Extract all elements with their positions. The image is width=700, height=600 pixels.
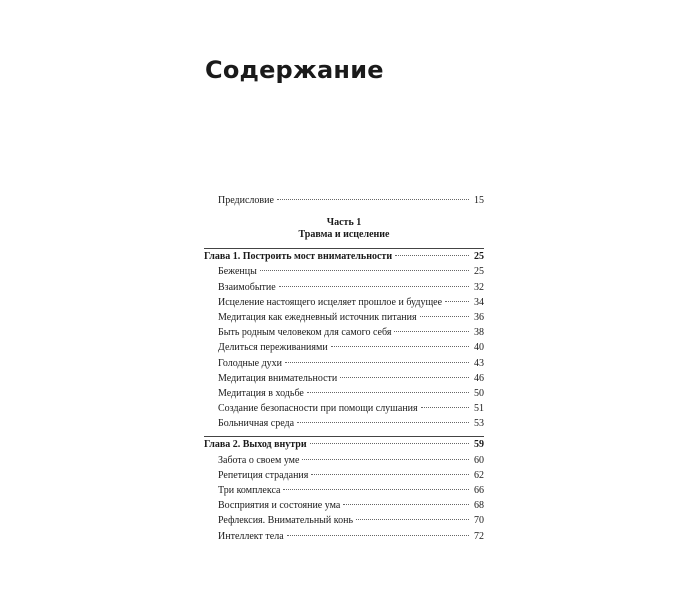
dot-leader [302, 459, 469, 460]
toc-page-number: 38 [474, 327, 484, 339]
toc-entry[interactable] [204, 264, 484, 279]
toc-entry-preface[interactable] [204, 193, 484, 208]
toc-entry[interactable] [204, 356, 484, 371]
dot-leader [285, 362, 469, 363]
toc-chapter-2[interactable] [204, 437, 484, 452]
dot-leader [260, 270, 469, 271]
toc-entry[interactable] [204, 498, 484, 513]
toc-page-number: 66 [474, 485, 484, 496]
toc-entry-label: Забота о своем уме [218, 454, 300, 466]
dot-leader [445, 301, 469, 302]
part-title: Травма и исцеление [298, 229, 390, 241]
dot-leader [297, 422, 469, 423]
table-of-contents [204, 193, 484, 544]
dot-leader [287, 535, 469, 536]
toc-entry-label: Три комплекса [218, 485, 281, 496]
toc-page-number: 43 [474, 357, 484, 369]
dot-leader [277, 199, 469, 200]
toc-entry-label: Делиться переживаниями [218, 342, 328, 354]
toc-page-number: 32 [474, 281, 484, 293]
dot-leader [340, 377, 469, 378]
toc-entry[interactable] [204, 340, 484, 355]
toc-entry-label: Создание безопасности при помощи слушания [218, 403, 418, 415]
toc-chapter-label: Глава 2. Выход внутри [204, 439, 307, 451]
toc-entry[interactable] [204, 483, 484, 498]
toc-entry-label: Голодные духи [218, 357, 283, 369]
toc-entry[interactable] [204, 453, 484, 468]
toc-entry-label: Взаимобытие [218, 281, 276, 293]
toc-chapter-label: Глава 1. Построить мост внимательности [204, 251, 393, 263]
page-title: Содержание [205, 56, 384, 84]
toc-entry[interactable] [204, 416, 484, 431]
toc-page-number: 34 [474, 296, 484, 308]
toc-entry-label: Медитация внимательности [218, 372, 338, 384]
toc-page-number: 40 [474, 342, 484, 354]
toc-entry-label: Медитация в ходьбе [218, 387, 304, 399]
toc-entry-label: Репетиция страдания [218, 469, 309, 481]
toc-entry-label: Восприятия и состояние ума [218, 500, 341, 512]
toc-entry[interactable] [204, 529, 484, 544]
toc-page-number: 25 [474, 266, 484, 278]
toc-page-number: 59 [474, 439, 484, 451]
toc-page-number: 51 [474, 403, 484, 415]
toc-entry[interactable] [204, 468, 484, 483]
toc-page-number: 70 [474, 515, 484, 527]
toc-entry-label: Интеллект тела [218, 530, 284, 542]
dot-leader [395, 255, 469, 256]
dot-leader [283, 489, 469, 490]
dot-leader [310, 443, 469, 444]
toc-page-number: 25 [474, 251, 484, 263]
toc-page-number: 53 [474, 418, 484, 430]
toc-page-number: 68 [474, 500, 484, 512]
toc-entry-label: Исцеление настоящего исцеляет прошлое и будущее [218, 296, 443, 308]
toc-page-number: 46 [474, 372, 484, 384]
toc-entry[interactable] [204, 513, 484, 528]
dot-leader [331, 346, 469, 347]
toc-page-number: 62 [474, 469, 484, 481]
toc-entry[interactable] [204, 295, 484, 310]
dot-leader [311, 474, 469, 475]
toc-page-number: 60 [474, 454, 484, 466]
dot-leader [420, 316, 469, 317]
dot-leader [356, 519, 469, 520]
toc-entry[interactable] [204, 310, 484, 325]
toc-entry[interactable] [204, 371, 484, 386]
toc-page-number: 50 [474, 387, 484, 399]
toc-page-number: 36 [474, 311, 484, 323]
toc-entry-label: Рефлексия. Внимательный конь [218, 515, 354, 527]
toc-entry[interactable] [204, 280, 484, 295]
dot-leader [307, 392, 469, 393]
dot-leader [279, 286, 469, 287]
part-number: Часть 1 [326, 217, 362, 229]
toc-entry[interactable] [204, 325, 484, 340]
toc-page-number: 15 [474, 195, 484, 206]
toc-entry-label: Беженцы [218, 266, 257, 278]
dot-leader [343, 504, 469, 505]
toc-entry-label: Предисловие [218, 195, 274, 206]
toc-entry-label: Медитация как ежедневный источник питания [218, 311, 417, 323]
toc-page-number: 72 [474, 530, 484, 542]
toc-chapter-1[interactable] [204, 249, 484, 264]
dot-leader [394, 331, 469, 332]
toc-entry-label: Быть родным человеком для самого себя [218, 327, 392, 339]
toc-entry-label: Больничная среда [218, 418, 295, 430]
dot-leader [421, 407, 469, 408]
toc-entry[interactable] [204, 401, 484, 416]
toc-entry[interactable] [204, 386, 484, 401]
